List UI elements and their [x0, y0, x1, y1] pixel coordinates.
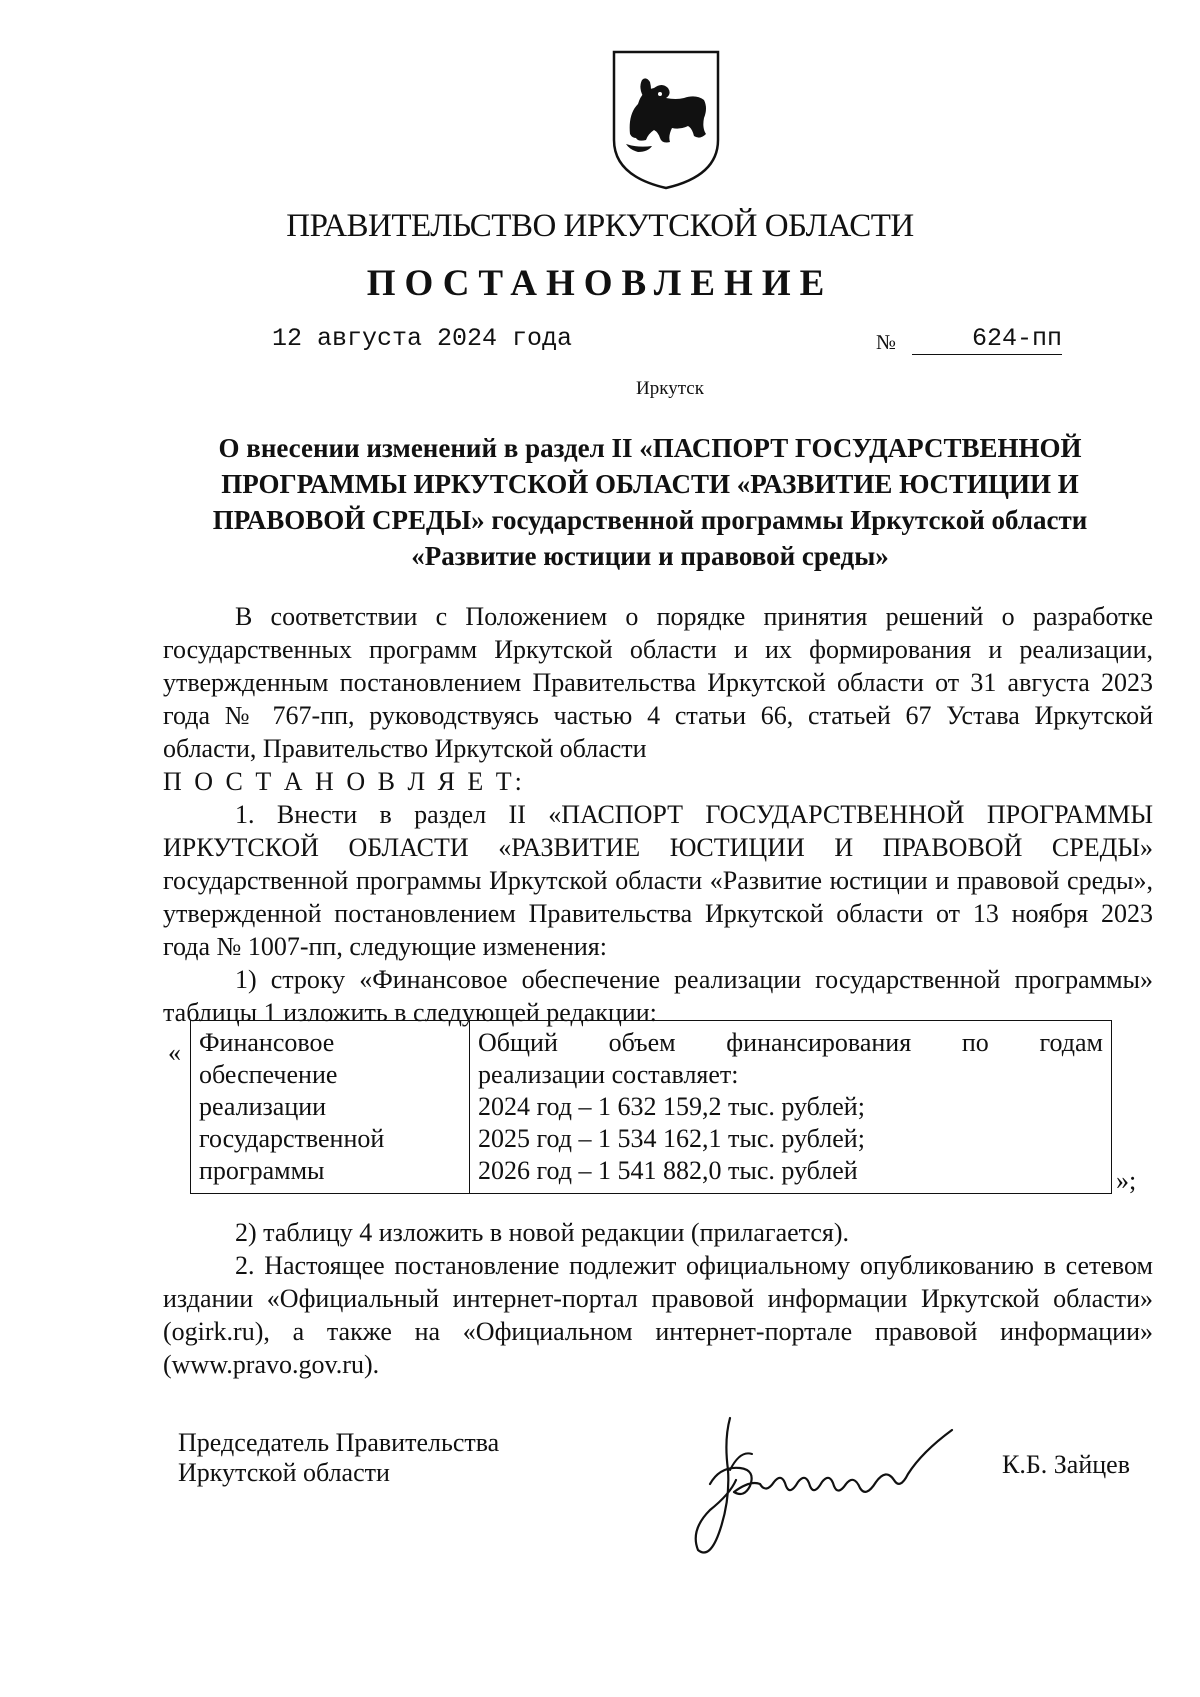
- document-type-title: ПОСТАНОВЛЕНИЕ: [366, 263, 834, 304]
- resolves-line: П О С Т А Н О В Л Я Е Т:: [163, 767, 525, 796]
- label-line: программы: [199, 1156, 325, 1185]
- table-cell-value: [470, 1021, 1112, 1194]
- value-year-line: 2024 год – 1 632 159,2 тыс. рублей;: [478, 1092, 865, 1121]
- value-year-line: 2026 год – 1 541 882,0 тыс. рублей: [478, 1156, 858, 1185]
- label-line: реализации: [199, 1092, 327, 1121]
- closing-block: [163, 1216, 1153, 1381]
- item-1-paragraph: 1. Внести в раздел II «ПАСПОРТ ГОСУДАРСТВЕННОЙ ПРОГРАММЫ ИРКУТСКОЙ ОБЛАСТИ «РАЗВИТИЕ ЮСТИЦИИ И ПРАВОВОЙ СРЕДЫ» государственной программы Иркутской области «Развитие юстиции и правовой среды», утвержденной постановлением Правительства Иркутской области от 13 ноября 2023 года № 1007-пп, следующие изменения:: [163, 800, 1153, 961]
- value-intro-line: Общий объем финансирования по годам: [478, 1028, 1103, 1057]
- value-year-line: 2025 год – 1 534 162,1 тыс. рублей;: [478, 1124, 865, 1153]
- city-name: Иркутск: [636, 378, 704, 399]
- document-date: 12 августа 2024 года: [272, 324, 573, 353]
- handwritten-signature-icon: [690, 1410, 980, 1570]
- label-line: Финансовое: [199, 1028, 335, 1057]
- financing-table: [190, 1020, 1112, 1194]
- label-line: обеспечение: [199, 1060, 338, 1089]
- table-row: [191, 1021, 1112, 1194]
- number-label: №: [876, 330, 897, 354]
- preamble-block: [163, 600, 1153, 1029]
- signatory-name: К.Б. Зайцев: [1002, 1450, 1130, 1479]
- preamble-paragraph: В соответствии с Положением о порядке принятия решений о разработке государственных программ Иркутской области и их формирования и реализации, утвержденным постановлением Правительства Иркутской области от 31 августа 2023 года № 767-пп, руководствуясь частью 4 статьи 66, статьей 67 Устава Иркутской области, Правительство Иркутской области: [163, 602, 1153, 763]
- table-open-quote: «: [168, 1038, 181, 1067]
- value-intro-line: реализации составляет:: [478, 1060, 739, 1089]
- document-number: 624-пп: [912, 324, 1062, 355]
- document-heading: О внесении изменений в раздел II «ПАСПОРТ ГОСУДАРСТВЕННОЙ ПРОГРАММЫ ИРКУТСКОЙ ОБЛАСТИ «РАЗВИТИЕ ЮСТИЦИИ И ПРАВОВОЙ СРЕДЫ» государственной программы Иркутской области «Развитие юстиции и правовой среды»: [212, 433, 1088, 571]
- position-line: Председатель Правительства: [178, 1428, 500, 1457]
- irkutsk-coat-of-arms-icon: [608, 48, 724, 190]
- label-line: государственной: [199, 1124, 385, 1153]
- item-1-2-paragraph: 2) таблицу 4 изложить в новой редакции (прилагается).: [235, 1218, 849, 1247]
- table-close-quote: »;: [1116, 1166, 1137, 1195]
- government-title: ПРАВИТЕЛЬСТВО ИРКУТСКОЙ ОБЛАСТИ: [286, 208, 914, 244]
- item-2-paragraph: 2. Настоящее постановление подлежит официальному опубликованию в сетевом издании «Официальный интернет-портал правовой информации Иркутской области» (ogirk.ru), а также на «Официальном интернет-портале правовой информации» (www.pravo.gov.ru).: [163, 1251, 1153, 1379]
- table-cell-label: [191, 1021, 470, 1194]
- item-1-1-paragraph: 1) строку «Финансовое обеспечение реализации государственной программы» таблицы 1 изложить в следующей редакции:: [163, 965, 1153, 1027]
- position-line: Иркутской области: [178, 1458, 390, 1487]
- signatory-position: [178, 1428, 499, 1488]
